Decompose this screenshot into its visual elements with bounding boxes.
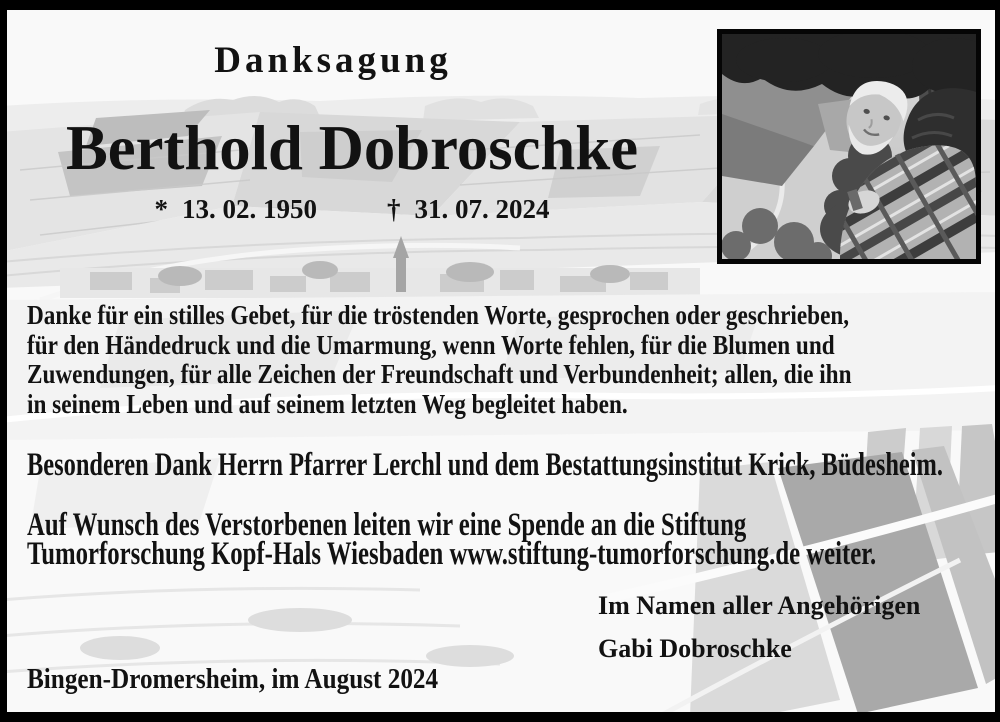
life-dates-row (27, 194, 677, 225)
donation-line: Auf Wunsch des Verstorbenen leiten wir eine Spende an die Stiftung (27, 507, 747, 543)
portrait-photo-frame (717, 29, 981, 264)
thanks-line: Zuwendungen, für alle Zeichen der Freundschaft und Verbundenheit; allen, die ihn (27, 359, 852, 390)
birth-date-group (155, 194, 318, 225)
death-date: 31. 07. 2024 (414, 194, 550, 224)
death-cross-symbol: † (387, 194, 401, 224)
thanks-line: Danke für ein stilles Gebet, für die tröstenden Worte, gesprochen oder geschrieben, (27, 300, 850, 330)
special-thanks-line: Besonderen Dank Herrn Pfarrer Lerchl und dem Bestattungsinstitut Krick, Büdesheim. (27, 447, 944, 483)
birth-date: 13. 02. 1950 (182, 194, 317, 224)
donation-request (27, 507, 877, 572)
birth-star-symbol: * (154, 194, 168, 224)
signature-name: Gabi Dobroschke (598, 634, 792, 663)
thanks-paragraph (27, 301, 851, 419)
notice-type-title: Danksagung (214, 40, 452, 81)
place-date-line: Bingen-Dromersheim, im August 2024 (27, 664, 439, 695)
death-date-group (387, 194, 550, 225)
thanks-line: in seinem Leben und auf seinem letzten Weg begleitet haben. (27, 388, 628, 419)
thanks-line: für den Händedruck und die Umarmung, wenn Worte fehlen, für die Blumen und (27, 329, 835, 360)
portrait-photo (722, 34, 976, 259)
deceased-name: Berthold Dobroschke (65, 112, 639, 183)
closing-line: Im Namen aller Angehörigen (598, 591, 921, 620)
donation-line: Tumorforschung Kopf-Hals Wiesbaden www.stiftung-tumorforschung.de weiter. (27, 535, 877, 572)
